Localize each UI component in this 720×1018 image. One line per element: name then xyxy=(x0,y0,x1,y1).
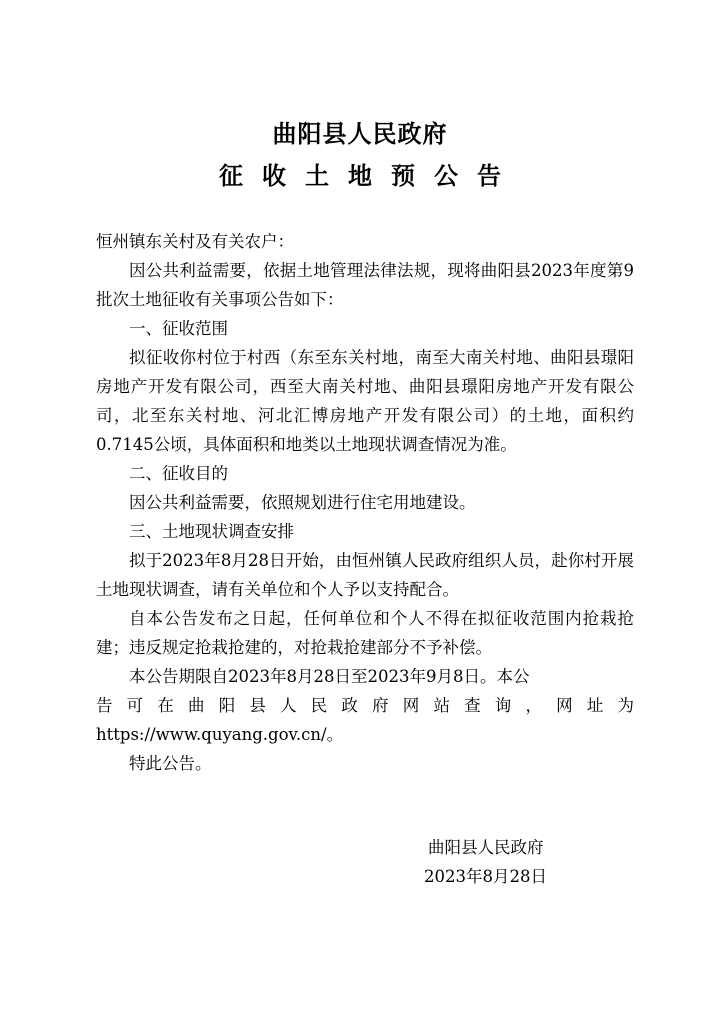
section-heading-purpose: 二、征收目的 xyxy=(129,464,228,483)
section-heading-scope: 一、征收范围 xyxy=(129,319,228,338)
section-survey-paragraph: 拟于2023年8月28日开始，由恒州镇人民政府组织人员，赴你村开展土地现状调查，请有关单位和个人予以支持配合。 xyxy=(96,551,634,599)
notice-title: 征收土地预公告 xyxy=(219,161,520,190)
section-heading-survey: 三、土地现状调查安排 xyxy=(129,522,294,541)
notice-period-line-1: 本公告期限自2023年8月28日至2023年9月8日。本公 xyxy=(129,667,530,686)
salutation: 恒州镇东关村及有关农户： xyxy=(96,232,294,251)
section-purpose-paragraph: 因公共利益需要，依照规划进行住宅用地建设。 xyxy=(129,493,476,512)
closing-line: 特此公告。 xyxy=(129,754,212,773)
intro-paragraph: 因公共利益需要，依据土地管理法律法规，现将曲阳县2023年度第9批次土地征收有关事项公告如下： xyxy=(96,261,634,309)
section-survey-restriction-paragraph: 自本公告发布之日起，任何单位和个人不得在拟征收范围内抢栽抢建；违反规定抢栽抢建的，对抢栽抢建部分不予补偿。 xyxy=(96,609,634,657)
signature-org: 曲阳县人民政府 xyxy=(428,838,544,857)
signature-date: 2023年8月28日 xyxy=(424,867,547,886)
website-url: https://www.quyang.gov.cn/。 xyxy=(96,725,344,744)
issuing-authority-title: 曲阳县人民政府 xyxy=(272,119,448,148)
notice-body xyxy=(96,227,634,778)
notice-period-line-2: 告可在曲阳县人民政府网站查询，网址为 xyxy=(96,696,634,715)
section-scope-paragraph: 拟征收你村位于村西（东至东关村地，南至大南关村地、曲阳县璟阳房地产开发有限公司，西至大南关村地、曲阳县璟阳房地产开发有限公司，北至东关村地、河北汇博房地产开发有限公司）的土地，面积约0.7145公顷，具体面积和地类以土地现状调查情况为准。 xyxy=(96,348,634,454)
